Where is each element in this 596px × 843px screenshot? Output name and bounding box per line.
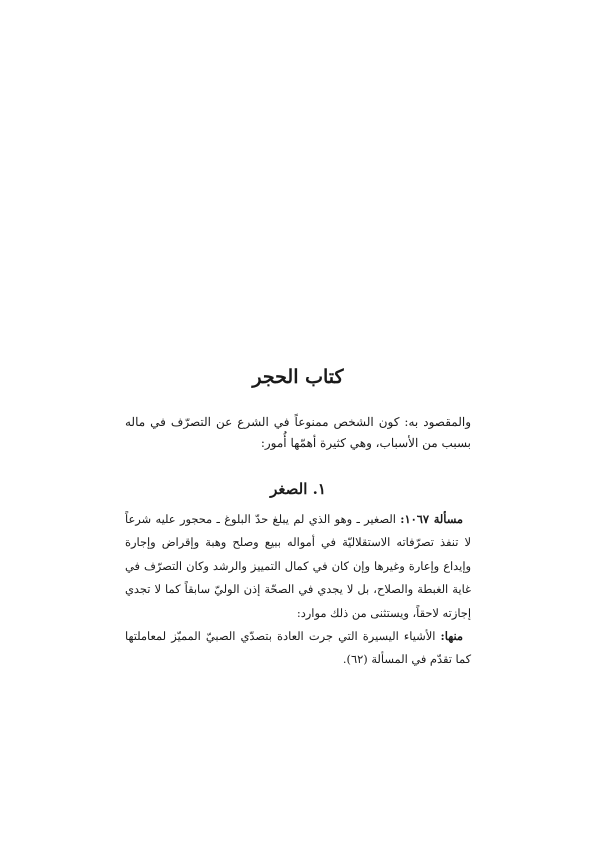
section-heading: ١. الصغر [270,480,326,498]
issue-text: الصغير ـ وهو الذي لم يبلغ حدّ البلوغ ـ محجور عليه شرعاً لا تنفذ تصرّفاته الاستقلاليّة في أمواله ببيع وصلح وهبة وإقراض وإجارة وإيداع وإعارة وغيرها وإن كان في كمال التمييز والرشد وكان التصرّف في غاية الغبطة والصلاح، بل لا يجدي في الصحّة إذن الوليّ سابقاً كما لا تجدي إجازته لاحقاً، ويستثنى من ذلك موارد: [125,512,471,620]
issue-paragraph [125,508,471,625]
exception-paragraph [125,625,471,672]
exception-lead-label: منها: [440,629,463,644]
book-title: كتاب الحجر [252,366,344,388]
issue-number-label: مسألة ١٠٦٧: [400,512,463,526]
exception-text: الأشياء اليسيرة التي جرت العادة بتصدّي الصبيّ المميّز لمعاملتها كما تقدّم في المسألة (٦٢). [125,629,471,667]
intro-paragraph: والمقصود به: كون الشخص ممنوعاً في الشرع عن التصرّف في ماله بسبب من الأسباب، وهي كثيرة أهمّها أُمور: [125,415,471,450]
section-body [125,508,471,672]
